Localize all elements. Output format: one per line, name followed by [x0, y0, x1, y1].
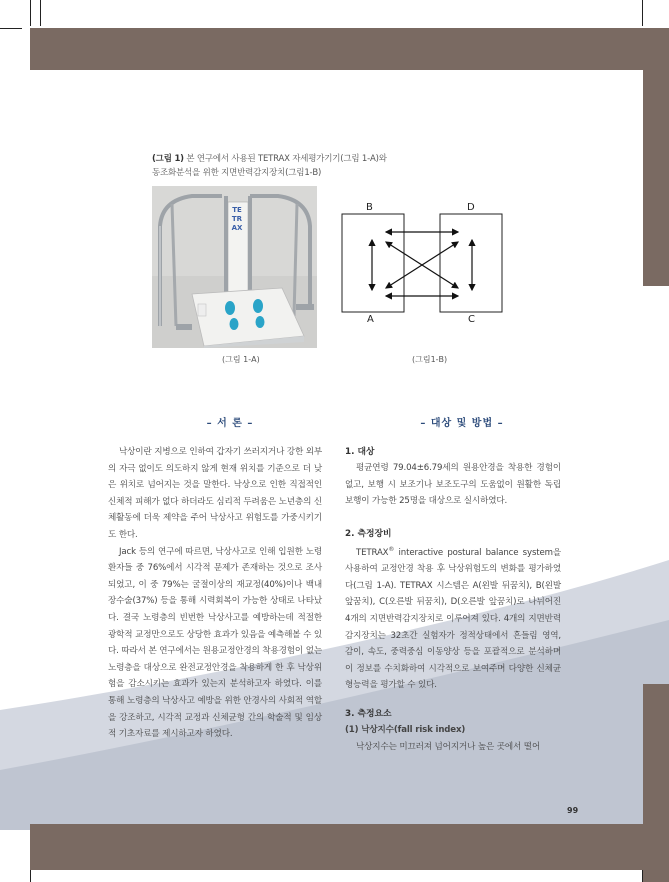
methods-body — [345, 444, 561, 755]
crop-mark — [0, 28, 22, 29]
subsection-text: TETRAX® interactive postural balance system을 사용하여 교정안경 착용 후 낙상위험도의 변화를 평가하였다(그림 1-A). TETRAX 시스템은 A(왼발 뒤꿈치), B(왼발 앞꿈치), C(오른발 뒤꿈치), D(오른발 앞꿈치)로 나뉘어진 4개의 지면반력감지장치로 이루어져 있다. 4개의 지면반력감지장치는 32초간 실험자가 정적상태에서 흔들림 영역, 감이, 속도, 중력중심 이동양상 등을 포괄적으로 분석하며 이 정보를 수치화하여 시각적으로 보여주며 다양한 신체균형능력을 평가할 수 있다. — [345, 545, 561, 691]
crop-mark — [40, 0, 41, 26]
plate-label-a: A — [367, 314, 374, 325]
figure-caption-line1: (그림 1) 본 연구에서 사용된 TETRAX 자세평가기기(그림 1-A)와 — [152, 154, 387, 164]
tetrax-column-label: TETRAX — [231, 206, 243, 232]
subsection-title: 1. 대상 — [345, 447, 375, 457]
figure-caption-line2: 동조화분석을 위한 지면반력감지장치(그림1-B) — [152, 168, 322, 178]
subsection-title: 3. 측정요소 — [345, 708, 392, 719]
subsection-text: 낙상지수는 미끄러져 넘어지거나 높은 곳에서 떨어 — [356, 741, 541, 752]
subsection-subtitle: (1) 낙상지수(fall risk index) — [345, 724, 466, 735]
force-plate-diagram — [338, 198, 514, 330]
page-number: 99 — [567, 806, 579, 815]
section-heading-introduction: – 서 론 – — [206, 418, 254, 429]
intro-paragraph: 낙상이란 지병으로 인하여 갑자기 쓰러지거나 강한 외부의 자극 없이도 의도하지 않게 현재 위치를 기준으로 더 낮은 위치로 넘어지는 것을 말한다. 낙상으로 인한 직접적인 신체적 피해가 없다 하더라도 심리적 두려움은 노년층의 신체활동에 더욱 제약을 주어 낙상사고 위험도를 가중시키기도 한다. — [108, 447, 322, 540]
plate-label-c: C — [468, 314, 475, 325]
footer-band — [30, 824, 669, 870]
crop-mark — [30, 0, 31, 26]
intro-paragraph: Jack 등의 연구에 따르면, 낙상사고로 인해 입원한 노령 환자들 중 76%에서 시각적 문제가 존재하는 것으로 조사되었고, 이 중 79%는 굴절이상의 재교정(40%)이나 백내장수술(37%) 등을 통해 시력회복이 가능한 상태로 나타났다. 결국 노령층의 빈번한 낙상사고를 예방하는데 적절한 광학적 교정만으로도 상당한 효과가 있음을 예측해볼 수 있다. 따라서 본 연구에서는 원용교정안경의 착용경험이 없는 노령층을 대상으로 완전교정안경을 착용하게 한 후 낙상위험을 감소시키는 효과가 있는지 분석하고자 하였다. 이를 통해 노령층의 낙상사고 예방을 위한 안경사의 사회적 역할을 강조하고, 시각적 교정과 신체균형 간의 학술적 및 임상적 기초자료를 제시하고자 하였다. — [108, 546, 322, 740]
figure-a-label: (그림 1-A) — [222, 355, 260, 364]
section-heading-methods: – 대상 및 방법 – — [420, 418, 504, 429]
subsection-title: 2. 측정장비 — [345, 528, 392, 539]
plate-label-d: D — [467, 202, 475, 213]
plate-label-b: B — [366, 202, 373, 213]
side-tab-band — [643, 68, 669, 286]
figure-b-label: (그림1-B) — [412, 355, 448, 364]
crop-mark — [642, 0, 643, 26]
background-swoosh — [0, 560, 669, 830]
introduction-body — [108, 444, 322, 743]
subsection-text: 평균연령 79.04±6.79세의 원용안경을 착용한 경험이 없고, 보행 시 보조기나 보조도구의 도움없이 원활한 독립보행이 가능한 25명을 대상으로 실시하였다. — [345, 463, 561, 507]
header-band — [30, 28, 669, 70]
